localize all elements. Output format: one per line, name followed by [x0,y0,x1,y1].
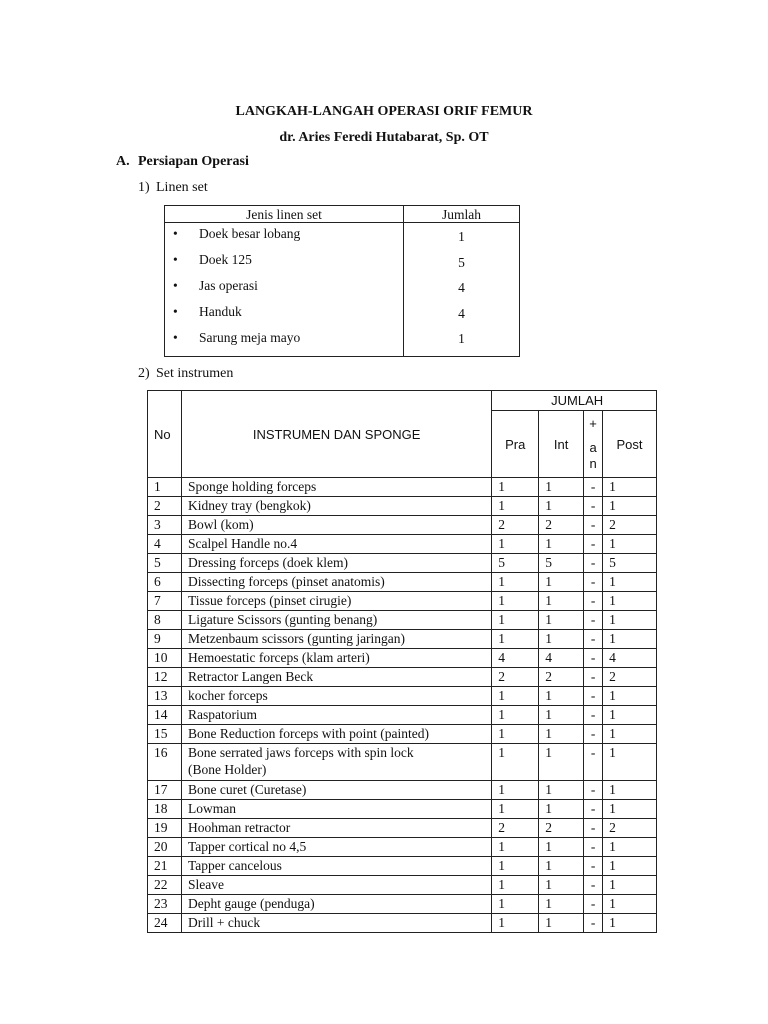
instrument-name-line: (Bone Holder) [187,762,267,777]
linen-item [173,224,403,250]
qty-plus: - [584,554,603,573]
table-row [148,497,657,516]
qty-post: 1 [603,592,657,611]
col-plus-char: + [589,416,597,431]
instrument-name-line: Sleave [187,877,224,892]
qty-int: 1 [539,497,584,516]
qty-int: 1 [539,592,584,611]
qty-post: 1 [603,781,657,800]
row-number: 15 [148,725,182,744]
row-number: 16 [148,744,182,781]
instrument-name-line: Kidney tray (bengkok) [187,498,311,513]
qty-pra: 1 [492,573,539,592]
instrument-name [181,895,491,914]
qty-post: 1 [603,857,657,876]
instrument-name-line: Tapper cancelous [187,858,282,873]
col-post-header: Post [603,411,657,478]
qty-post: 1 [603,800,657,819]
instrument-name-line: Hoohman retractor [187,820,291,835]
row-number: 18 [148,800,182,819]
instrument-name [181,649,491,668]
table-row [148,838,657,857]
linen-item-name: Jas operasi [199,278,258,293]
linen-item [173,328,403,354]
instrument-name [181,706,491,725]
qty-pra: 5 [492,554,539,573]
table-row [148,554,657,573]
instrument-set-heading [138,366,233,382]
qty-pra: 1 [492,706,539,725]
qty-plus: - [584,781,603,800]
table-row [148,800,657,819]
linen-item-qty: 1 [458,229,465,244]
instrument-name [181,781,491,800]
qty-pra: 2 [492,668,539,687]
col-no-header: No [148,391,182,478]
row-number: 1 [148,478,182,497]
instrument-table [147,390,657,933]
qty-pra: 1 [492,914,539,933]
row-number: 5 [148,554,182,573]
qty-int: 4 [539,649,584,668]
qty-int: 1 [539,857,584,876]
row-number: 12 [148,668,182,687]
qty-plus: - [584,668,603,687]
col-plus-char: n [589,456,597,471]
row-number: 17 [148,781,182,800]
qty-int: 1 [539,573,584,592]
qty-pra: 1 [492,611,539,630]
bullet-icon: • [173,278,178,293]
linen-heading-label: Linen set [156,180,208,195]
row-number: 7 [148,592,182,611]
instrument-name-line: Ligature Scissors (gunting benang) [187,612,378,627]
instrument-name-line: Depht gauge (penduga) [187,896,315,911]
instrument-name [181,516,491,535]
instrument-name-line: Bone Reduction forceps with point (painted) [187,726,430,741]
qty-pra: 4 [492,649,539,668]
instrument-name [181,611,491,630]
qty-post: 4 [603,649,657,668]
table-row [148,781,657,800]
instrument-name [181,573,491,592]
row-number: 22 [148,876,182,895]
qty-plus: - [584,497,603,516]
linen-item-qty: 1 [458,331,465,346]
qty-pra: 1 [492,838,539,857]
instrument-name-line: Bone serrated jaws forceps with spin lock [187,745,414,760]
row-number: 4 [148,535,182,554]
instrument-name [181,478,491,497]
qty-int: 1 [539,630,584,649]
instrument-name [181,857,491,876]
qty-plus: - [584,687,603,706]
qty-int: 1 [539,725,584,744]
qty-plus: - [584,611,603,630]
linen-item [173,302,403,328]
table-row [148,535,657,554]
table-row [148,611,657,630]
qty-plus: - [584,857,603,876]
qty-plus: - [584,819,603,838]
instrument-name [181,838,491,857]
qty-post: 2 [603,516,657,535]
linen-item-name: Handuk [199,304,242,319]
linen-table [164,205,520,357]
instrument-name [181,819,491,838]
qty-plus: - [584,535,603,554]
table-row [148,914,657,933]
qty-int: 1 [539,478,584,497]
qty-plus: - [584,800,603,819]
qty-post: 1 [603,725,657,744]
col-jumlah-header: JUMLAH [492,391,657,411]
qty-pra: 1 [492,800,539,819]
qty-post: 2 [603,668,657,687]
instrument-name [181,687,491,706]
table-row [148,687,657,706]
qty-post: 1 [603,573,657,592]
instrument-name-line: Bone curet (Curetase) [187,782,307,797]
qty-plus: - [584,876,603,895]
qty-post: 1 [603,744,657,781]
row-number: 8 [148,611,182,630]
table-row [148,876,657,895]
qty-int: 1 [539,687,584,706]
linen-item-name: Doek besar lobang [199,226,301,241]
qty-int: 1 [539,611,584,630]
qty-plus: - [584,630,603,649]
table-row [148,516,657,535]
qty-plus: - [584,649,603,668]
qty-post: 1 [603,478,657,497]
qty-pra: 1 [492,857,539,876]
qty-post: 1 [603,914,657,933]
table-row [148,630,657,649]
qty-int: 2 [539,668,584,687]
row-number: 9 [148,630,182,649]
instrument-name-line: Tissue forceps (pinset cirugie) [187,593,352,608]
linen-qty-cell [404,223,520,357]
table-row [148,819,657,838]
instrument-name [181,914,491,933]
qty-plus: - [584,744,603,781]
table-row [148,573,657,592]
instrument-name-line: Dressing forceps (doek klem) [187,555,349,570]
table-row [148,744,657,781]
qty-pra: 1 [492,592,539,611]
qty-post: 1 [603,611,657,630]
linen-items-cell [165,223,404,357]
row-number: 23 [148,895,182,914]
bullet-icon: • [173,226,178,241]
qty-int: 1 [539,914,584,933]
instrument-name-line: Scalpel Handle no.4 [187,536,298,551]
qty-pra: 1 [492,535,539,554]
qty-plus: - [584,706,603,725]
linen-set-heading [138,180,208,196]
instrument-name [181,535,491,554]
instrument-name-line: Lowman [187,801,236,816]
document-author: dr. Aries Feredi Hutabarat, Sp. OT [279,130,489,145]
instrument-name [181,800,491,819]
qty-plus: - [584,592,603,611]
table-row [148,857,657,876]
row-number: 13 [148,687,182,706]
qty-plus: - [584,838,603,857]
qty-post: 1 [603,706,657,725]
instrument-name-line: Bowl (kom) [187,517,254,532]
instrument-name-line: Metzenbaum scissors (gunting jaringan) [187,631,406,646]
instrument-name [181,497,491,516]
table-row [148,706,657,725]
row-number: 14 [148,706,182,725]
qty-int: 1 [539,535,584,554]
bullet-icon: • [173,252,178,267]
table-row [148,592,657,611]
qty-int: 1 [539,706,584,725]
col-instrument-header: INSTRUMEN DAN SPONGE [181,391,491,478]
linen-item-qty: 4 [458,305,465,321]
qty-pra: 1 [492,630,539,649]
qty-pra: 1 [492,744,539,781]
row-number: 2 [148,497,182,516]
qty-pra: 2 [492,819,539,838]
table-row [148,895,657,914]
section-letter: A. [116,154,130,169]
instrument-name [181,744,491,781]
qty-int: 1 [539,744,584,781]
qty-int: 1 [539,895,584,914]
instrument-name-line: Retractor Langen Beck [187,669,314,684]
qty-post: 1 [603,876,657,895]
instrument-heading-label: Set instrumen [156,366,234,381]
qty-plus: - [584,895,603,914]
instrument-name [181,668,491,687]
qty-int: 2 [539,516,584,535]
table-row [148,668,657,687]
instrument-heading-number: 2) [138,366,150,381]
row-number: 21 [148,857,182,876]
qty-plus: - [584,725,603,744]
qty-int: 5 [539,554,584,573]
instrument-name-line: kocher forceps [187,688,268,703]
instrument-name [181,630,491,649]
col-int-header: Int [539,411,584,478]
qty-int: 2 [539,819,584,838]
qty-post: 2 [603,819,657,838]
qty-plus: - [584,573,603,592]
linen-heading-number: 1) [138,180,150,195]
bullet-icon: • [173,330,178,345]
qty-pra: 1 [492,895,539,914]
qty-plus: - [584,516,603,535]
row-number: 20 [148,838,182,857]
qty-pra: 1 [492,725,539,744]
qty-pra: 1 [492,478,539,497]
row-number: 19 [148,819,182,838]
instrument-name-line: Dissecting forceps (pinset anatomis) [187,574,385,589]
col-pra-header: Pra [492,411,539,478]
instrument-name-line: Hemoestatic forceps (klam arteri) [187,650,370,665]
col-plus-char: a [589,440,597,455]
instrument-name [181,592,491,611]
qty-pra: 1 [492,781,539,800]
linen-col-jenis: Jenis linen set [165,206,404,223]
section-label: Persiapan Operasi [138,154,249,169]
qty-post: 1 [603,497,657,516]
instrument-name-line: Drill + chuck [187,915,261,930]
qty-pra: 1 [492,497,539,516]
instrument-name [181,876,491,895]
row-number: 6 [148,573,182,592]
row-number: 24 [148,914,182,933]
linen-item-name: Sarung meja mayo [199,330,301,345]
qty-post: 1 [603,630,657,649]
qty-post: 1 [603,838,657,857]
table-row [148,649,657,668]
instrument-name-line: Sponge holding forceps [187,479,317,494]
linen-item-name: Doek 125 [199,252,252,267]
table-row [148,725,657,744]
bullet-icon: • [173,304,178,319]
qty-pra: 1 [492,876,539,895]
qty-post: 1 [603,895,657,914]
document-title: LANGKAH-LANGAH OPERASI ORIF FEMUR [235,104,533,119]
linen-item-qty: 5 [458,254,465,270]
instrument-name [181,554,491,573]
qty-pra: 2 [492,516,539,535]
qty-post: 5 [603,554,657,573]
instrument-name-line: Raspatorium [187,707,257,722]
row-number: 3 [148,516,182,535]
qty-plus: - [584,914,603,933]
qty-int: 1 [539,838,584,857]
row-number: 10 [148,649,182,668]
linen-col-jumlah: Jumlah [404,206,520,223]
col-plus-header [584,411,603,478]
qty-int: 1 [539,800,584,819]
linen-item [173,250,403,276]
linen-item [173,276,403,302]
qty-plus: - [584,478,603,497]
qty-post: 1 [603,687,657,706]
section-heading [116,154,249,170]
instrument-name-line: Tapper cortical no 4,5 [187,839,307,854]
qty-int: 1 [539,876,584,895]
qty-post: 1 [603,535,657,554]
instrument-name [181,725,491,744]
table-row [148,478,657,497]
qty-int: 1 [539,781,584,800]
qty-pra: 1 [492,687,539,706]
linen-item-qty: 4 [458,280,465,295]
